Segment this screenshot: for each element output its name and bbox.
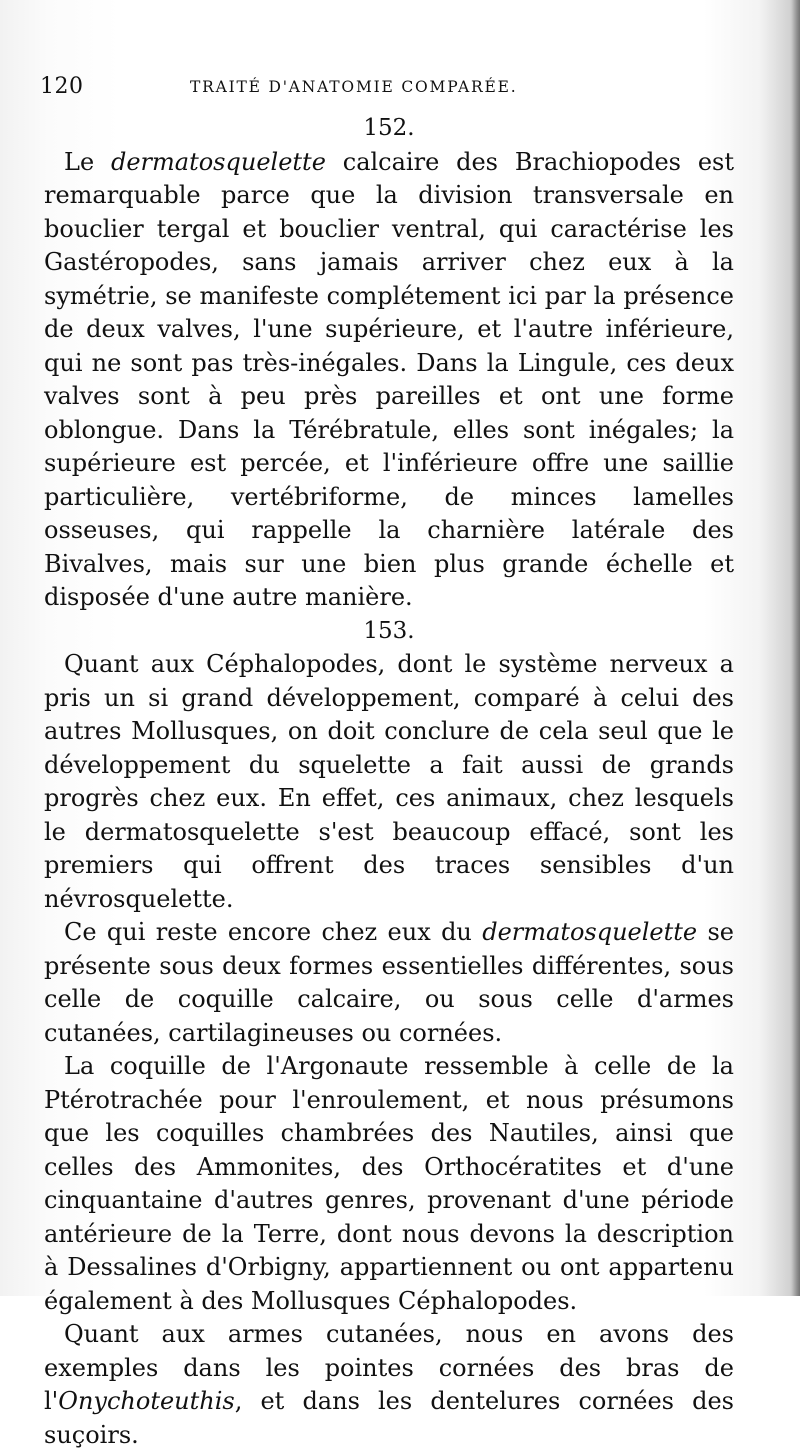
italic-term: dermatosquelette [110, 147, 326, 176]
italic-term: Onychoteuthis [58, 1387, 235, 1415]
paragraph: La coquille de l'Argonaute ressemble à celle de la Ptérotrachée pour l'enroulement, et nous présumons que les coquilles chambrées des Nautiles, ainsi que celles des Ammonites, des Orthocératites et d'une cinquantaine d'autres genres, provenant d'une période antérieure de la Terre, dont nous devons la description à Dessalines d'Orbigny, appartiennent ou ont appartenu également à des Mollusques Céphalopodes. [44, 1052, 734, 1315]
page-header [40, 74, 730, 102]
text-body [44, 112, 734, 1452]
paragraph: Quant aux Céphalopodes, dont le système nerveux a pris un si grand développement, comparé à celui des autres Mollusques, on doit conclure de cela seul que le développement du squelette a fait aussi de grands progrès chez eux. En effet, ces animaux, chez lesquels le dermatosquelette s'est beaucoup effacé, sont les premiers qui offrent des traces sensibles d'un névrosquelette. [44, 650, 734, 913]
section-number-153: 153. [363, 617, 415, 644]
paragraph-text: Le [64, 147, 111, 176]
paragraph [44, 916, 734, 1050]
paragraph-text: Ce qui reste encore chez eux du [64, 918, 483, 946]
paragraph [44, 1318, 734, 1452]
page-edge-shadow [790, 0, 800, 1296]
running-title: TRAITÉ D'ANATOMIE COMPARÉE. [190, 78, 518, 96]
paragraph [44, 146, 734, 615]
section-number-152: 152. [363, 115, 415, 141]
paragraph-text: calcaire des Brachiopodes est remarquable parce que la division transversale en bouclier tergal et bouclier ventral, qui caractérise les Gastéropodes, sans jamais arriver chez eux à la symétrie, se manifeste complétement ici par la présence de deux valves, l'une supérieure, et l'autre inférieure, qui ne sont pas très-inégales. Dans la Lingule, ces deux valves sont à peu près pareilles et ont une forme oblongue. Dans la Térébratule, elles sont inégales; la supérieure est percée, et l'inférieure offre une saillie particulière, vertébriforme, de minces lamelles osseuses, qui rappelle la charnière latérale des Bivalves, mais sur une bien plus grande échelle et disposée d'une autre manière. [44, 147, 734, 611]
italic-term: dermatosquelette [482, 918, 698, 946]
paragraph-text: se présente sous deux formes essentielles différentes, sous celle de coquille calcaire, ou sous celle d'armes cutanées, cartilagineuses ou cornées. [44, 918, 734, 1047]
paragraph-text: , et dans les dentelures cornées des suçoirs. [44, 1387, 734, 1449]
paragraph-text: Quant aux armes cutanées, nous en avons des exemples dans les pointes cornées des bras de l' [44, 1320, 734, 1415]
page-number: 120 [40, 74, 84, 99]
